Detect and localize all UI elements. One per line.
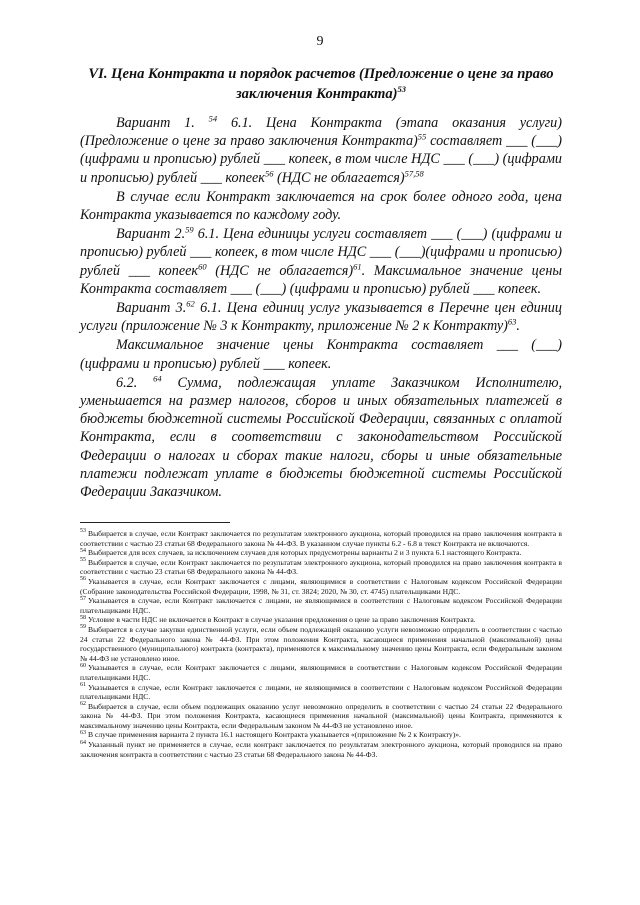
footnote-ref: 61 xyxy=(353,260,362,271)
footnote-text: Условие в части НДС не включается в Контракт в случае указания предложения о цене за право заключения Контракта. xyxy=(88,615,476,625)
paragraph-text: Сумма, подлежащая уплате Заказчиком Исполнителю, уменьшается на размер налогов, сборов и иных обязательных платежей в бюджеты бюджетной системы Российской Федерации, связанных с оплатой Контракта, если в соответствии с законодательством Российской Федерации о налогах и сборах такие налоги, сборы и иные обязательные платежи подлежат уплате в бюджеты бюджетной системы Российской Федерации Заказчиком. xyxy=(80,374,562,501)
footnote xyxy=(80,558,562,577)
footnote xyxy=(80,548,562,558)
body-paragraph xyxy=(80,188,562,224)
footnote xyxy=(80,596,562,615)
footnote-ref: 64 xyxy=(153,373,162,384)
footnote-number: 63 xyxy=(80,729,86,736)
paragraph-text: (НДС не облагается) xyxy=(273,169,405,186)
paragraph-text: 6.1. Цена Контракта (этапа оказания услуги) (Предложение о цене за право заключения Контракта) xyxy=(80,115,562,150)
footnote xyxy=(80,683,562,702)
footnote-text: Указывается в случае, если Контракт заключается с лицами, не являющимися в соответствии с Налоговым кодексом Российской Федерации плательщиками НДС. xyxy=(80,682,562,702)
footnote-number: 55 xyxy=(80,557,86,564)
footnote-number: 58 xyxy=(80,614,86,621)
footnote-text: Указанный пункт не применяется в случае, если контракт заключается по результатам электронного аукциона, который проводился на право заключения контракта в соответствии с частью 23 статьи 68 Федерального закона № 44-ФЗ. xyxy=(80,740,562,759)
paragraph-text: . Максимальное значение цены Контракта составляет ___ (___) (цифрами и прописью) рублей ___ копеек. xyxy=(80,262,562,297)
footnote xyxy=(80,663,562,682)
section-heading xyxy=(80,64,562,104)
footnotes xyxy=(80,529,562,759)
body-paragraph xyxy=(80,225,562,298)
footnote-text: Выбирается в случае закупки единственной услуги, если объем подлежащей оказанию услуги невозможно определить в соответствии с частью 24 статьи 22 Федерального закона № 44-ФЗ. При этом положения Контракта, касающиеся применения начальной (максимальной) цены государственного (муниципального) контракта (контракта), применяются к максимальному значению цены Контракта, если Федеральным законом № 44-ФЗ не установлено иное. xyxy=(80,624,562,663)
footnote xyxy=(80,615,562,625)
footnote-ref: 60 xyxy=(198,260,207,271)
footnote-ref: 56 xyxy=(264,167,274,178)
footnote-text: Указывается в случае, если Контракт заключается с лицами, не являющимися в соответствии с Налоговым кодексом Российской Федерации плательщиками НДС. xyxy=(80,596,562,615)
paragraph-text: 6.2. xyxy=(116,374,154,391)
paragraph-text: В случае если Контракт заключается на срок более одного года, цена Контракта указывается по каждому году. xyxy=(80,188,562,224)
paragraph-text: Вариант 3. xyxy=(116,300,187,317)
paragraph-text: . xyxy=(516,318,520,335)
section-heading-text: VI. Цена Контракта и порядок расчетов (Предложение о цене за право заключения Контракта) xyxy=(88,66,554,102)
footnote-number: 62 xyxy=(80,701,86,708)
page-number: 9 xyxy=(316,34,324,49)
footnote-number: 56 xyxy=(80,576,86,583)
paragraph-text: Вариант 1. xyxy=(116,115,209,131)
paragraph-text: 6.1. Цена единицы услуги составляет ___ (___) (цифрами и прописью) рублей ___ копеек, в том числе НДС ___ (___)(цифрами и прописью) рублей ___ копеек xyxy=(80,226,563,279)
footnote-separator xyxy=(80,522,230,523)
footnote-number: 57 xyxy=(80,595,86,602)
footnote xyxy=(80,529,562,548)
footnote-number: 59 xyxy=(80,624,86,631)
footnote-number: 61 xyxy=(80,681,86,688)
footnote xyxy=(80,730,562,740)
footnote-ref: 55 xyxy=(417,131,427,142)
footnote-text: Указывается в случае, если Контракт заключается с лицами, являющимися в соответствии с Налоговым кодексом Российской Федерации (Собрание законодательства Российской Федерации, 1998, № 31, ст. 3824; 2020, № 30, ст. 4745) плательщиками НДС. xyxy=(80,576,562,596)
footnote-text: Выбирается в случае, если Контракт заключается по результатам электронного аукциона, который проводился на право заключения контракта в соответствии с частью 23 статьи 68 Федерального закона № 44-ФЗ. В указанном случае пункты 6.2 - 6.8 в текст Контракта не включаются. xyxy=(80,529,562,548)
paragraph-text: 6.1. Цена единиц услуг указывается в Перечне цен единиц услуги (приложение № 3 к Контракту, приложение № 2 к Контракту) xyxy=(80,300,562,335)
footnote-ref: 63 xyxy=(507,316,517,327)
body-paragraph xyxy=(80,336,562,372)
footnote-number: 60 xyxy=(80,662,86,669)
body-paragraph xyxy=(80,114,562,187)
footnote xyxy=(80,740,562,759)
paragraph-text: Вариант 2. xyxy=(116,226,186,243)
footnote xyxy=(80,625,562,663)
footnote-text: В случае применения варианта 2 пункта 16.1 настоящего Контракта указывается «(приложение № 2 к Контракту)». xyxy=(88,730,461,740)
footnote-ref: 57,58 xyxy=(404,167,424,178)
footnote-number: 53 xyxy=(80,528,86,535)
footnote-ref: 54 xyxy=(208,113,218,124)
footnote-text: Выбирается для всех случаев, за исключением случаев для которых предусмотрены варианты 2 и 3 пункта 6.1 настоящего Контракта. xyxy=(88,548,522,558)
footnote-text: Указывается в случае, если Контракт заключается с лицами, являющимися в соответствии с Налоговым кодексом Российской Федерации плательщиками НДС. xyxy=(80,663,562,682)
footnote-text: Выбирается в случае, если Контракт заключается по результатам электронного аукциона, который проводился на право заключения контракта в соответствии с частью 23 статьи 68 Федерального закона № 44-ФЗ. xyxy=(80,557,562,577)
footnote-ref: 62 xyxy=(186,298,195,309)
footnote-ref: 59 xyxy=(185,224,194,235)
body-paragraph xyxy=(80,374,562,501)
section-body xyxy=(80,114,562,501)
paragraph-text: составляет ___ (___) (цифрами и прописью) рублей ___ копеек, в том числе НДС ___ (___) (цифрами и прописью) рублей ___ копеек xyxy=(80,133,562,186)
footnote-number: 54 xyxy=(80,547,86,554)
footnote-text: Выбирается в случае, если объем подлежащих оказанию услуг невозможно определить в соответствии с частью 24 статьи 22 Федерального закона № 44-ФЗ. При этом положения Контракта, касающиеся применения начальной (максимальной) цены Контракта, применяются к максимальному значению цены Контракта, если Федеральным законом № 44-ФЗ не установлено иное. xyxy=(80,701,562,730)
footnote xyxy=(80,577,562,596)
body-paragraph xyxy=(80,299,562,335)
paragraph-text: Максимальное значение цены Контракта составляет ___ (___) (цифрами и прописью) рублей ___ копеек. xyxy=(80,337,562,372)
paragraph-text: (НДС не облагается) xyxy=(206,262,354,279)
footnote-number: 64 xyxy=(80,739,86,746)
footnote xyxy=(80,702,562,731)
footnote-ref: 53 xyxy=(397,84,407,95)
